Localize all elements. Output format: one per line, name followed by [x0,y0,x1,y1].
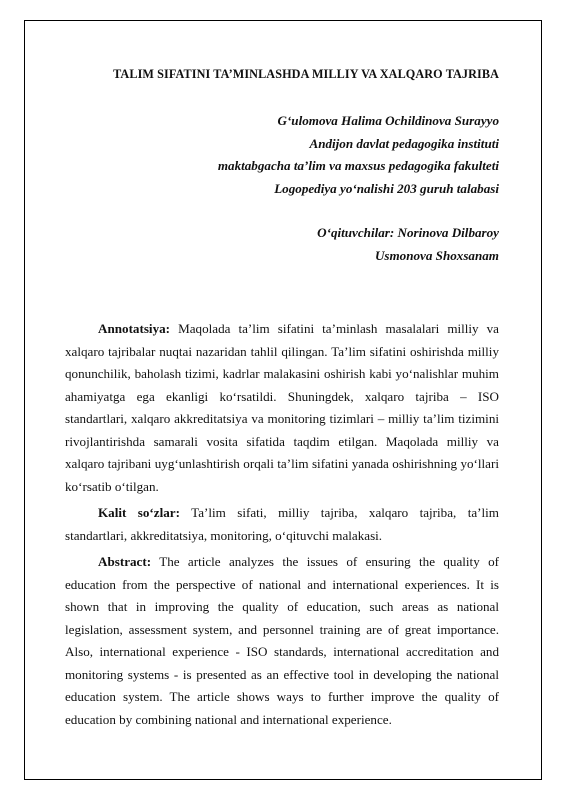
article-title: TALIM SIFATINI TA’MINLASHDA MILLIY VA XALQARO TAJRIBA [113,67,499,81]
author-faculty: maktabgacha ta’lim va maxsus pedagogika fakulteti [217,158,499,173]
keywords-text: Ta’lim sifati, milliy tajriba, xalqaro tajriba, ta’lim standartlari, akkreditatsiya, monitoring, o‘qituvchi malakasi. [65,505,499,543]
annotation-paragraph [65,318,499,498]
teachers-block [65,222,499,267]
keywords-label: Kalit so‘zlar: [98,505,180,520]
author-group: Logopediya yo‘nalishi 203 guruh talabasi [274,180,499,196]
annotation-label: Annotatsiya: [98,321,171,336]
abstract-paragraph [65,551,499,731]
author-block [65,110,499,200]
keywords-paragraph [65,502,499,547]
author-names: G‘ulomova Halima Ochildinova Surayyo [277,113,499,128]
abstract-label: Abstract: [98,554,152,569]
document-body [65,66,499,731]
abstract-text: The article analyzes the issues of ensuring the quality of education from the perspective of national and international experiences. It is shown that in improving the quality of education, such areas as national legislation, assessment system, and personnel training are of great importance. Also, international experience - ISO standards, international accreditation and monitoring systems - is presented as an effective tool in developing the national education system. The article shows ways to further improve the quality of education by combining national and international experience. [65,554,499,727]
teachers-line-1: O‘qituvchilar: Norinova Dilbaroy [317,225,499,240]
teachers-line-2: Usmonova Shoxsanam [374,247,499,263]
author-institute: Andijon davlat pedagogika instituti [309,135,499,151]
annotation-text: Maqolada ta’lim sifatini ta’minlash masalalari milliy va xalqaro tajribalar nuqtai nazaridan tahlil qilingan. Ta’lim sifatini oshirishda milliy qonunchilik, baholash tizimi, kadrlar malakasini oshirish kabi yo‘nalishlar muhim ahamiyatga ega ekanligi ko‘rsatildi. Shuningdek, xalqaro tajriba – ISO standartlari, xalqaro akkreditatsiya va monitoring tizimlari – milliy ta’lim tizimini rivojlantirishda samarali vosita sifatida taqdim etilgan. Maqolada milliy va xalqaro tajribani uyg‘unlashtirish orqali ta’lim sifatini yanada oshirishning yo‘llari ko‘rsatib o‘tilgan. [65,321,499,494]
